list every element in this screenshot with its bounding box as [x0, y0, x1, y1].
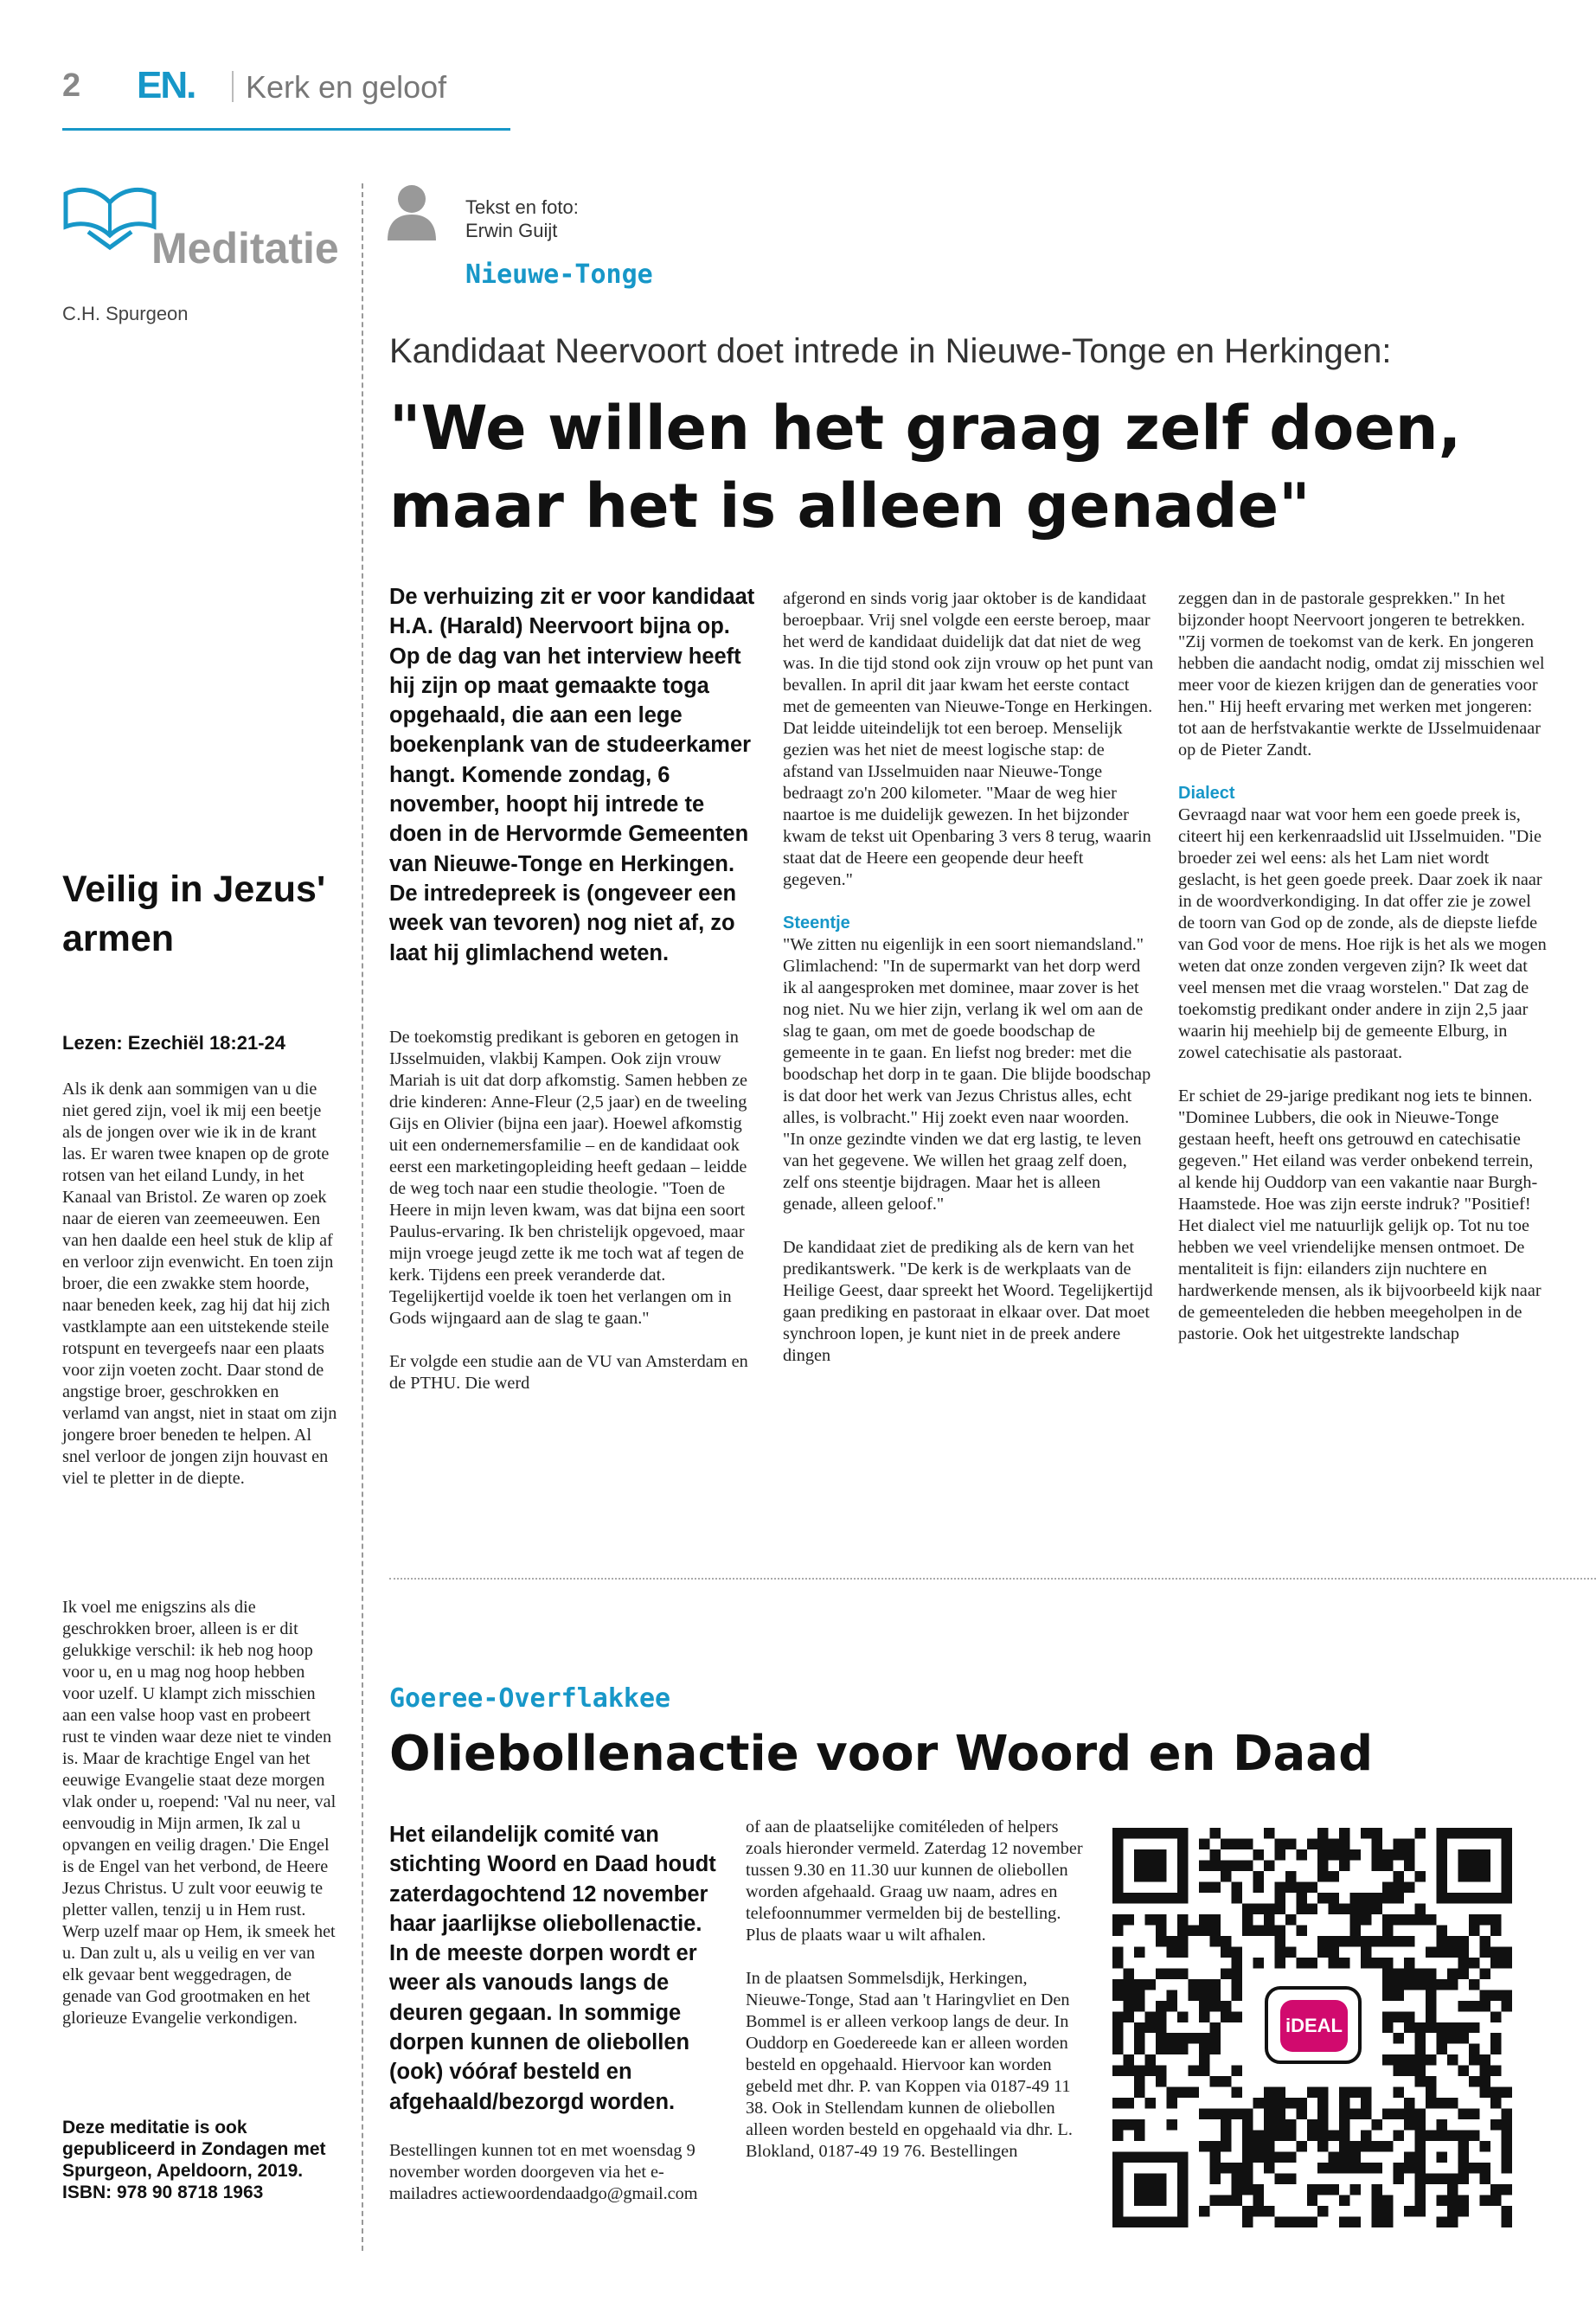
article-subheading: Steentje: [783, 913, 850, 933]
article-paragraph: Bestellingen kunnen tot en met woensdag 9 november worden doorgeven via het e-mailadres actiewoordendaadgo@gmail.com: [389, 2141, 698, 2203]
article-column-2: [783, 588, 1155, 1367]
credit-author: Erwin Guijt: [465, 220, 558, 241]
article-headline: Oliebollenactie voor Woord en Daad: [389, 1726, 1374, 1782]
page-number: 2: [62, 67, 81, 104]
article-column-1: [389, 1027, 761, 1394]
article-paragraph: zeggen dan in de pastorale gesprekken." In het bijzonder hoopt Neervoort jongeren te betrekken. "Zij vormen de toekomst van de kerk. En jongeren hebben die aandacht nodig, omdat zij misschien wel meer voor de kiezen krijgen dan de generaties voor hen." Hij heeft ervaring met werken met jongeren: tot aan de herfstvakantie werkte de IJsselmuidenaar op de Pieter Zandt.: [1178, 589, 1545, 760]
author-avatar-icon: [386, 182, 438, 240]
article-paragraph: "We zitten nu eigenlijk in een soort niemandsland." Glimlachend: "In de supermarkt van het dorp werd ik al aangesproken met dominee, maar zover is het nog niet. Nu we hier zijn, verlang ik wel om aan de slag te gaan, om met de goede boodschap de gemeente in te gaan. En liefst nog breder: met die boodschap het dorp in te gaan. Die blijde boodschap is dat door het werk van Jezus Christus alles, echt alles, is volbracht." Hij zoekt even naar woorden. "In onze gezindte vinden we dat erg lastig, te leven van het gegevene. We willen het graag zelf doen, zelf ons steentje bijdragen. Maar het is alleen genade, alleen geloof.": [783, 935, 1151, 1214]
publication-logo[interactable]: EN.: [137, 64, 195, 106]
article-headline: "We willen het graag zelf doen, maar het is alleen genade": [389, 393, 1462, 542]
meditation-paragraph: Ik voel me enigszins als die geschrokken broer, alleen is er dit gelukkige verschil: ik heb nog hoop voor u, en u mag nog hoop hebben voor uzelf. U klampt zich misschien aan een valse hoop vast en probeert rust te vinden waar deze niet te vinden is. Maar de krachtige Engel van het eeuwige Evangelie staat deze morgen vlak onder u, roepend: 'Val nu neer, val eenvoudig in Mijn armen, Ik zal u opvangen en veilig dragen.' Die Engel is de Engel van het verbond, de Heere Jezus Christus. U zult voor eeuwig te pletter vallen, tenzij u in Hem rust. Werp uzelf maar op Hem, ik smeek het u. Dan zult u, als u veilig en ver van elk gevaar bent weggedragen, de genade van God grootmaken en het glorieuze Evangelie verkondigen.: [62, 1598, 337, 2028]
article-paragraph: afgerond en sinds vorig jaar oktober is de kandidaat beroepbaar. Vrij snel volgde een eerste beroep, maar het werd de kandidaat duidelijk dat dat niet de weg was. In die tijd stond ook zijn vrouw op het punt van bevallen. In april dit jaar kwam het eerste contact met de gemeenten van Nieuwe-Tonge en Herkingen. Dat leidde uiteindelijk tot een beroep. Menselijk gezien was het niet de meest logische stap: de afstand van IJsselmuiden naar Nieuwe-Tonge bedraagt zo'n 200 kilometer. "Maar de weg hier naartoe is me duidelijk gewezen. In het bijzonder kwam de tekst uit Openbaring 3 vers 8 terug, waarin staat dat de Heere een geopende deur heeft gegeven.": [783, 589, 1154, 889]
article-lead: Het eilandelijk comité van stichting Woord en Daad houdt zaterdagochtend 12 november haar jaarlijkse oliebollenactie. In de meeste dorpen wordt er weer als vanouds langs de deuren gegaan. In sommige dorpen kunnen de oliebollen (ook) vóóraf besteld en afgehaald/bezorgd worden.: [389, 1823, 716, 2114]
article-subheading: Dialect: [1178, 784, 1235, 803]
ideal-logo: iDEAL: [1280, 2000, 1348, 2052]
meditation-source-note: Deze meditatie is ook gepubliceerd in Zondagen met Spurgeon, Apeldoorn, 2019. ISBN: 978 90 8718 1963: [62, 2118, 326, 2202]
article-paragraph: Er schiet de 29-jarige predikant nog iets te binnen. "Dominee Lubbers, die ook in Nieuwe-Tonge gestaan heeft, heeft ons getrouwd en catechisatie gegeven." Het eiland was verder onbekend terrein, al kende hij Ouddorp van een vakantie naar Burgh-Haamstede. Hoe was zijn eerste indruk? "Positief! Het dialect viel me natuurlijk gelijk op. Tot nu toe hebben we veel vriendelijke mensen ontmoet. De mentaliteit is fijn: eilanders zijn nuchtere en hardwerkende mensen, als ik bijvoorbeeld kijk naar de gemeenteleden die hebben meegeholpen in de pastorie. Ook het uitgestrekte landschap: [1178, 1086, 1542, 1343]
article-location: Nieuwe-Tonge: [465, 260, 653, 290]
article-paragraph: of aan de plaatselijke comitéleden of helpers zoals hieronder vermeld. Zaterdag 12 november tussen 9.30 en 11.30 uur kunnen de oliebollen worden afgehaald. Graag uw naam, adres en telefoonnummer vermelden bij de bestelling. Plus de plaats waar u wilt afhalen.: [746, 1817, 1083, 1945]
article-lead: De verhuizing zit er voor kandidaat H.A. (Harald) Neervoort bijna op. Op de dag van het interview heeft hij zijn op maat gemaakte toga opgehaald, die aan een lege boekenplank van de studeerkamer hangt. Komende zondag, 6 november, hoopt hij intrede te doen in de Hervormde Gemeenten van Nieuwe-Tonge en Herkingen. De intredepreek is (ongeveer een week van tevoren) nog niet af, zo laat hij glimlachend weten.: [389, 585, 755, 965]
meditation-paragraph: Als ik denk aan sommigen van u die niet gered zijn, voel ik mij een beetje als de jongen over wie ik in de krant las. Er waren twee knapen op de grote rotsen van het eiland Lundy, in het Kanaal van Bristol. Ze waren op zoek naar de eieren van zeemeeuwen. Een van hen daalde een heel stuk de klip af en verloor zijn evenwicht. En toen zijn broer, die een zwakke stem hoorde, naar beneden keek, zag hij dat hij zich vastklampte aan een uitstekende steile rotspunt en tevergeefs naar een plaats voor zijn voeten zocht. Daar stond de angstige broer, geschrokken en verlamd van angst, niet in staat om zijn jongere broer beneden te helpen. Al snel verloor de jongen zijn houvast en viel te pletter in de diepte.: [62, 1080, 337, 1488]
article-paragraph: Gevraagd naar wat voor hem een goede preek is, citeert hij een kerkenraadslid uit IJsselmuiden. "Die broeder zei wel eens: als het Lam niet wordt geslacht, is het geen goede preek. Daar zoek ik naar in de woordverkondiging. In dat offer zie je zowel de toorn van God op de zonde, als de diepste liefde van God voor de mens. Hoe rijk is het als we mogen weten dat onze zonden vergeven zijn? Ik weet dat veel mensen met die vraag worstelen." Dat zag de toekomstig predikant onder andere in zijn 2,5 jaar waarin hij meehielp bij de gemeente Elburg, in zowel catechisatie als pastoraat.: [1178, 805, 1547, 1062]
meditation-heading: Veilig in Jezus' armen: [62, 868, 326, 959]
section-title: Kerk en geloof: [246, 69, 447, 105]
article-column-2: [746, 1817, 1092, 2163]
credit-line: Tekst en foto:: [465, 196, 579, 218]
article-paragraph: In de plaatsen Sommelsdijk, Herkingen, Nieuwe-Tonge, Stad aan 't Haringvliet en Den Bommel is er alleen verkoop langs de deur. In Ouddorp en Goedereede kan er alleen worden besteld en opgehaald. Hiervoor kan worden gebeld met dhr. P. van Koppen via 0187-49 11 38. Ook in Stellendam kunnen de oliebollen alleen worden besteld en opgehaald via dhr. L. Blokland, 0187-49 19 76. Bestellingen: [746, 1969, 1073, 2161]
open-book-icon: [62, 182, 157, 251]
meditation-author: C.H. Spurgeon: [62, 303, 189, 324]
ideal-badge: [1265, 1986, 1362, 2064]
article-location: Goeree-Overflakkee: [389, 1683, 671, 1714]
photo-credit: [465, 195, 579, 242]
article-separator: [389, 1578, 1596, 1580]
header-separator: [232, 71, 234, 102]
meditation-reading: Lezen: Ezechiël 18:21-24: [62, 1032, 286, 1054]
article-column-3: [1178, 588, 1550, 1345]
article-paragraph: De kandidaat ziet de prediking als de kern van het predikantswerk. "De kerk is de werkplaats van de Heilige Geest, daar spreekt het Woord. Tegelijkertijd gaan prediking en pastoraat in elkaar over. Dat moet synchroon lopen, je kunt niet in de preek andere dingen: [783, 1238, 1153, 1365]
header-rule: [62, 128, 510, 131]
article-paragraph: De toekomstig predikant is geboren en getogen in IJsselmuiden, vlakbij Kampen. Ook zijn vrouw Mariah is uit dat dorp afkomstig. Samen hebben ze drie kinderen: Anne-Fleur (2,5 jaar) en de tweeling Gijs en Olivier (bijna een jaar). Hoewel afkomstig uit een ondernemersfamilie – en de kandidaat ook eerst een marketingopleiding heeft gedaan – leidde de weg toch naar een studie theologie. "Toen de Heere in mijn leven kwam, was dat bijna een soort Paulus-ervaring. Ik ben christelijk opgevoed, maar mijn vroege jeugd zette ik me toch wat af tegen de kerk. Tijdens een preek veranderde dat. Tegelijkertijd voelde ik toen het verlangen om in Gods wijngaard aan de slag te gaan.": [389, 1028, 747, 1328]
article-deck: Kandidaat Neervoort doet intrede in Nieuwe-Tonge en Herkingen:: [389, 332, 1392, 370]
article-paragraph: Er volgde een studie aan de VU van Amsterdam en de PTHU. Die werd: [389, 1352, 748, 1393]
column-divider: [362, 183, 363, 2251]
meditation-label: Meditatie: [151, 224, 339, 272]
